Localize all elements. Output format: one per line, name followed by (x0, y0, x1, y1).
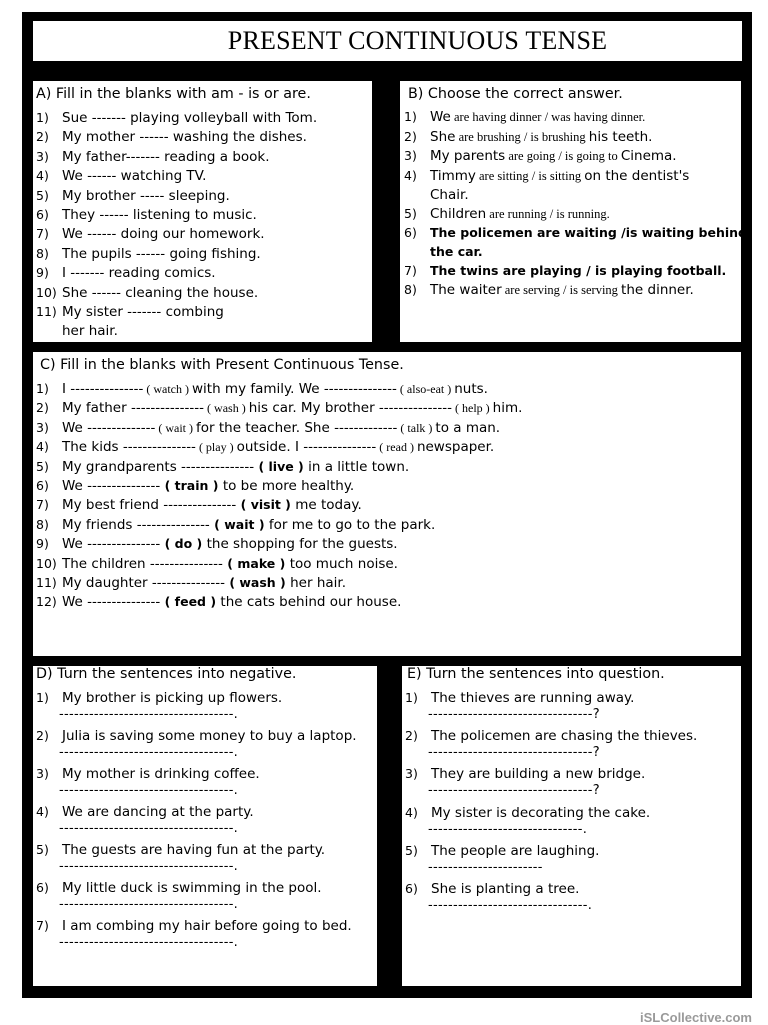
section-b-heading: B) Choose the correct answer. (408, 86, 623, 102)
item-part: We -------------- (62, 419, 156, 436)
item-number: 6) (405, 881, 418, 896)
item-number: 2) (404, 129, 417, 144)
item-part: I --------------- (62, 381, 144, 397)
item-number: 2) (36, 129, 49, 145)
item-number: 1) (36, 690, 49, 705)
item-choices: are having dinner / was having dinner. (450, 110, 646, 124)
item-part: with my family. We --------------- (192, 381, 397, 397)
section-d (33, 666, 377, 986)
item-text: They ------ listening to music. (62, 207, 257, 223)
item-part: The kids --------------- (62, 439, 196, 456)
section-c (33, 352, 741, 656)
item-text: My mother ------ washing the dishes. (62, 129, 307, 146)
item-number: 3) (405, 766, 418, 781)
item-text (430, 224, 747, 242)
answer-line: -----------------------------------. (59, 821, 239, 836)
item-choices: are sitting / is sitting (475, 169, 585, 183)
answer-line: -------------------------------. (428, 822, 588, 837)
item-text-bold: The twins are playing / is playing football. (430, 263, 727, 278)
item-number: 4) (36, 804, 49, 819)
item-number: 12) (36, 594, 57, 610)
item-verb: ( train ) (160, 478, 223, 493)
item-subject: Timmy (430, 168, 476, 184)
item-text: Sue ------- playing volleyball with Tom. (62, 110, 318, 126)
item-text (62, 535, 398, 553)
item-text: They are building a new bridge. (431, 766, 646, 782)
item-ending: the dinner. (621, 282, 694, 298)
item-text: We ------ watching TV. (62, 168, 207, 185)
item-number: 5) (36, 187, 49, 203)
item-text: her hair. (62, 323, 118, 340)
item-verb: ( wait ) (155, 420, 197, 435)
item-text (430, 186, 469, 204)
item-number: 3) (36, 419, 49, 435)
item-number: 4) (36, 168, 49, 184)
item-text: She ------ cleaning the house. (62, 284, 259, 301)
answer-line: ----------------------- (428, 860, 543, 875)
item-ending: on the dentist's (584, 168, 690, 184)
item-part: to a man. (435, 419, 501, 436)
item-number: 6) (404, 225, 417, 240)
item-text: The guests are having fun at the party. (62, 842, 326, 858)
item-text-bold: the car. (430, 244, 483, 259)
item-number: 2) (405, 728, 418, 743)
item-text: My brother ----- sleeping. (62, 187, 230, 204)
item-text: My sister ------- combing (62, 304, 224, 320)
item-text: My little duck is swimming in the pool. (62, 880, 322, 896)
answer-line: -----------------------------------. (59, 745, 239, 760)
item-part: outside. I --------------- (236, 439, 377, 456)
item-verb: ( play ) (195, 440, 237, 455)
item-subject: The waiter (430, 282, 502, 298)
item-text (430, 147, 677, 165)
answer-line: -----------------------------------. (59, 897, 239, 912)
item-part: for the teacher. She ------------- (196, 419, 398, 436)
item-number: 1) (405, 690, 418, 705)
title-box (33, 21, 742, 61)
item-number: 6) (36, 207, 49, 222)
item-number: 4) (404, 168, 417, 183)
answer-line: -----------------------------------. (59, 783, 239, 798)
section-a-heading: A) Fill in the blanks with am - is or are. (36, 86, 311, 102)
item-text: Julia is saving some money to buy a laptop. (62, 728, 357, 744)
section-b (400, 81, 747, 342)
item-verb: ( watch ) (143, 382, 192, 396)
item-verb: ( wash ) (224, 575, 291, 590)
item-verb: ( help ) (452, 401, 493, 416)
item-part: in a little town. (308, 458, 410, 475)
item-number: 11) (36, 575, 57, 590)
item-part: his car. My brother --------------- (248, 400, 452, 417)
item-part: My father --------------- (62, 400, 205, 417)
item-text: My mother is drinking coffee. (62, 766, 260, 782)
item-number: 10) (36, 284, 57, 300)
item-part: the shopping for the guests. (206, 536, 398, 553)
section-a (33, 81, 372, 342)
answer-line: ---------------------------------? (428, 745, 600, 760)
item-text (62, 380, 488, 398)
item-number: 3) (404, 148, 417, 163)
item-text: My brother is picking up flowers. (62, 690, 283, 706)
item-part: too much noise. (289, 555, 398, 572)
item-number: 10) (36, 555, 57, 571)
item-part: My daughter --------------- (62, 575, 225, 591)
answer-line: -----------------------------------. (59, 935, 239, 950)
item-subject: Chair. (430, 187, 469, 203)
answer-line: ---------------------------------? (428, 707, 600, 722)
item-verb: ( read ) (376, 440, 417, 455)
item-number: 1) (36, 110, 49, 125)
item-text: We ------ doing our homework. (62, 226, 265, 243)
item-verb: ( do ) (160, 536, 207, 552)
item-text: The pupils ------ going fishing. (62, 245, 261, 262)
item-verb: ( wait ) (209, 516, 269, 532)
item-text (62, 399, 522, 417)
item-text (62, 458, 409, 476)
item-part: him. (492, 400, 523, 417)
item-text (62, 419, 500, 437)
answer-line: -----------------------------------. (59, 707, 239, 722)
item-text (430, 262, 726, 280)
item-subject: She (430, 129, 456, 145)
item-number: 7) (36, 497, 49, 513)
item-number: 7) (36, 918, 49, 933)
item-part: We --------------- (62, 594, 161, 611)
site-watermark: iSLCollective.com (640, 1010, 752, 1025)
item-part: nuts. (454, 381, 488, 397)
item-text (430, 281, 694, 299)
item-text (430, 243, 483, 261)
item-ending: his teeth. (588, 129, 653, 145)
item-part: to be more healthy. (222, 478, 355, 494)
item-number: 3) (36, 148, 49, 164)
item-number: 7) (36, 226, 49, 242)
item-number: 5) (405, 843, 418, 858)
item-part: My grandparents --------------- (62, 458, 255, 475)
item-part: me today. (295, 497, 362, 514)
item-number: 11) (36, 304, 57, 319)
item-number: 4) (36, 439, 49, 455)
item-text: We are dancing at the party. (62, 804, 254, 820)
item-text (430, 108, 645, 126)
item-number: 9) (36, 536, 49, 552)
item-subject: We (430, 109, 451, 125)
item-text: I ------- reading comics. (62, 265, 216, 282)
item-text (62, 496, 362, 514)
item-text: The thieves are running away. (431, 690, 635, 706)
section-e (402, 666, 741, 986)
item-text (430, 167, 689, 185)
item-verb: ( live ) (254, 458, 309, 474)
item-text: My father------- reading a book. (62, 148, 270, 165)
item-number: 2) (36, 728, 49, 743)
item-text: The policemen are chasing the thieves. (431, 728, 698, 744)
item-text (62, 516, 435, 534)
item-verb: ( visit ) (236, 497, 296, 513)
item-number: 8) (36, 516, 49, 532)
item-text (62, 555, 398, 573)
item-number: 5) (36, 458, 49, 474)
item-number: 8) (36, 245, 49, 261)
item-verb: ( talk ) (397, 420, 436, 435)
item-verb: ( make ) (222, 555, 290, 571)
item-text: I am combing my hair before going to bed. (62, 918, 352, 934)
item-verb: ( also-eat ) (396, 382, 455, 396)
page-title: PRESENT CONTINUOUS TENSE (227, 26, 608, 55)
item-subject: My parents (430, 148, 506, 164)
item-number: 1) (404, 109, 417, 124)
answer-line: -----------------------------------. (59, 859, 239, 874)
item-number: 9) (36, 265, 49, 281)
item-number: 3) (36, 766, 49, 781)
item-part: newspaper. (416, 439, 495, 456)
item-text (430, 205, 610, 223)
item-part: We --------------- (62, 536, 161, 553)
item-choices: are brushing / is brushing (455, 130, 589, 144)
item-subject: Children (430, 206, 487, 222)
item-part: My friends --------------- (62, 516, 210, 533)
item-ending: Cinema. (620, 148, 677, 164)
answer-line: --------------------------------. (428, 898, 593, 913)
item-text: The people are laughing. (431, 843, 600, 859)
item-number: 1) (36, 381, 49, 396)
item-number: 6) (36, 880, 49, 895)
answer-line: ---------------------------------? (428, 783, 600, 798)
item-text: My sister is decorating the cake. (431, 805, 651, 821)
item-part: The children --------------- (62, 555, 223, 572)
item-number: 5) (404, 206, 417, 221)
section-d-heading: D) Turn the sentences into negative. (36, 666, 297, 682)
item-verb: ( feed ) (160, 594, 221, 610)
item-choices: are running / is running. (486, 207, 610, 221)
item-number: 7) (404, 263, 417, 278)
item-number: 6) (36, 478, 49, 493)
item-number: 5) (36, 842, 49, 857)
item-text (62, 574, 346, 592)
item-choices: are serving / is serving (501, 283, 622, 297)
item-number: 8) (404, 282, 417, 297)
item-part: the cats behind our house. (220, 594, 402, 611)
item-text (62, 438, 494, 456)
item-part: her hair. (290, 575, 347, 591)
item-text (62, 477, 354, 495)
item-number: 2) (36, 400, 49, 416)
item-part: My best friend --------------- (62, 497, 237, 514)
section-c-heading: C) Fill in the blanks with Present Continuous Tense. (40, 357, 404, 373)
item-text (430, 128, 652, 146)
item-number: 4) (405, 805, 418, 820)
item-text: She is planting a tree. (431, 881, 580, 897)
item-choices: are going / is going to (505, 149, 621, 163)
item-text-bold: The policemen are waiting /is waiting behind (430, 225, 747, 240)
item-verb: ( wash ) (204, 401, 249, 416)
section-e-heading: E) Turn the sentences into question. (407, 666, 665, 682)
item-text (62, 593, 401, 611)
item-part: We --------------- (62, 478, 161, 494)
item-part: for me to go to the park. (268, 516, 436, 533)
